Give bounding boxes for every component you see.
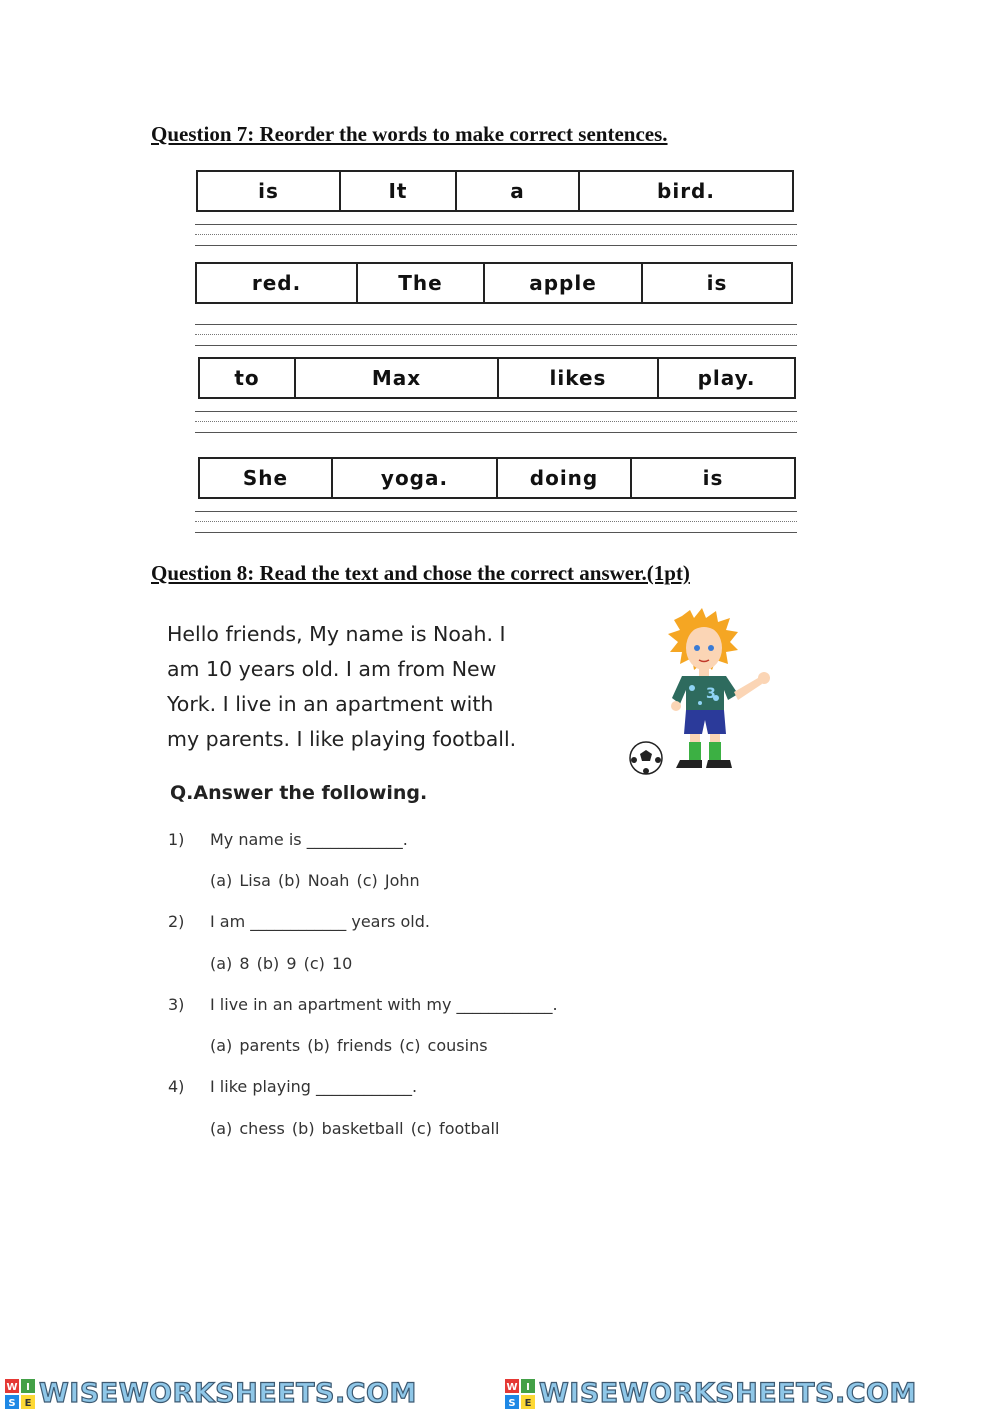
word-box: a: [457, 172, 580, 210]
word-box-row-2: [195, 262, 793, 304]
reading-passage: [167, 617, 617, 757]
passage-line: am 10 years old. I am from New: [167, 657, 497, 681]
word-box: likes: [499, 359, 659, 397]
logo-letter: S: [8, 1397, 16, 1409]
word-box: She: [200, 459, 333, 497]
word-box: apple: [485, 264, 643, 302]
logo-letter: I: [26, 1381, 30, 1393]
footer-brand-strip: [0, 1374, 1000, 1413]
answer-options-3[interactable]: (a) parents (b) friends (c) cousins: [210, 1036, 488, 1055]
passage-line: York. I live in an apartment with: [167, 692, 494, 716]
word-box: The: [358, 264, 485, 302]
logo-letter: E: [524, 1397, 532, 1409]
question-text: I like playing ____________.: [210, 1077, 418, 1096]
word-box: to: [200, 359, 296, 397]
logo-letter: E: [24, 1397, 32, 1409]
question-8-title: Question 8: Read the text and chose the correct answer.(1pt): [151, 561, 690, 585]
answer-options-4[interactable]: (a) chess (b) basketball (c) football: [210, 1119, 500, 1138]
word-box: bird.: [657, 179, 715, 203]
word-box: It: [341, 172, 457, 210]
word-box-row-1: [196, 170, 794, 212]
question-item-2: [168, 912, 430, 931]
word-box: play.: [697, 366, 756, 390]
word-box-row-4: [198, 457, 796, 499]
logo-letter: I: [526, 1381, 530, 1393]
question-item-4: [168, 1077, 417, 1096]
question-text: My name is ____________.: [210, 830, 408, 849]
word-box: yoga.: [333, 459, 498, 497]
question-7-title: Question 7: Reorder the words to make correct sentences.: [151, 122, 668, 146]
question-text: I am ____________ years old.: [210, 912, 430, 931]
passage-line: Hello friends, My name is Noah. I: [167, 622, 506, 646]
logo-letter: W: [506, 1381, 518, 1393]
brand-block: [0, 1378, 500, 1409]
answer-heading: Q.Answer the following.: [170, 782, 428, 804]
question-text: I live in an apartment with my ____________.: [210, 995, 558, 1014]
wiseworksheets-logo-icon: [5, 1379, 35, 1409]
question-number: 2): [168, 912, 185, 931]
brand-block: [500, 1378, 1000, 1409]
question-number: 3): [168, 995, 185, 1014]
brand-name: WISEWORKSHEETS.COM: [39, 1378, 417, 1409]
word-box: doing: [498, 459, 632, 497]
word-box-row-3: [198, 357, 796, 399]
wiseworksheets-logo-icon: [505, 1379, 535, 1409]
writing-lines-1[interactable]: [195, 224, 797, 246]
answer-options-2[interactable]: (a) 8 (b) 9 (c) 10: [210, 954, 353, 973]
brand-name: WISEWORKSHEETS.COM: [539, 1378, 917, 1409]
writing-lines-4[interactable]: [195, 511, 797, 533]
question-number: 1): [168, 830, 185, 849]
boy-with-football-icon: [620, 608, 785, 778]
writing-lines-2[interactable]: [195, 324, 797, 346]
word-box: Max: [296, 359, 499, 397]
word-box: is: [702, 466, 724, 490]
logo-letter: W: [6, 1381, 18, 1393]
writing-lines-3[interactable]: [195, 411, 797, 433]
svg-text:3: 3: [706, 686, 716, 702]
word-box: is: [198, 172, 341, 210]
question-number: 4): [168, 1077, 185, 1096]
question-item-3: [168, 995, 558, 1014]
word-box: is: [706, 271, 728, 295]
word-box: red.: [197, 264, 358, 302]
passage-line: my parents. I like playing football.: [167, 727, 517, 751]
question-item-1: [168, 830, 408, 849]
logo-letter: S: [508, 1397, 516, 1409]
answer-options-1[interactable]: (a) Lisa (b) Noah (c) John: [210, 871, 420, 890]
